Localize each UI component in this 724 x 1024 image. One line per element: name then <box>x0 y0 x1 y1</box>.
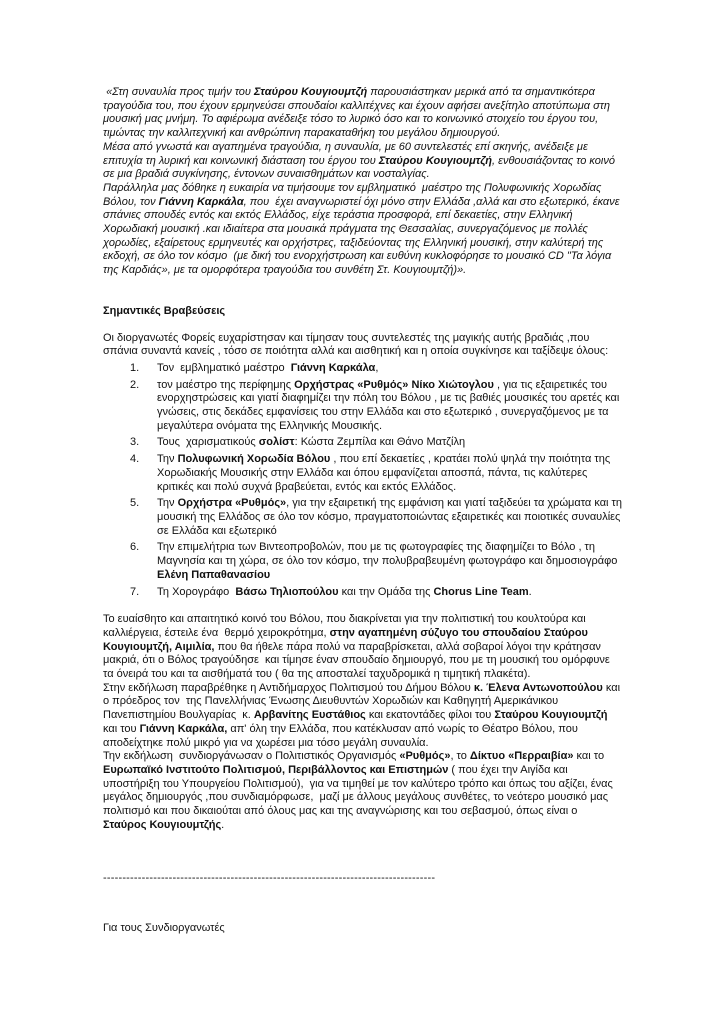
award-list-item <box>103 436 623 450</box>
bold-text-segment: Γιάννη Καρκάλα <box>290 361 376 374</box>
text-segment: Το ευαίσθητο και απαιτητικό κοινό του Βόλου, που διακρίνεται για την πολιτιστική του κουλτούρα και καλλιέργεια, έστειλε ένα θερμό χειροκρότημα, <box>103 613 589 639</box>
text-segment: , που επί δεκαετίες , κρατάει πολύ ψηλά την ποιότητα της Χορωδιακής Μουσικής στην Ελλάδα και όπου εμφανίζεται αποσπά, πάντα, τις καλύτερες κριτικές και πολύ συχνά βραβεύεται, εντός και εκτός Ελλάδος. <box>157 453 614 493</box>
text-segment: και το <box>573 750 608 763</box>
bold-text-segment: Σταύρου Κουγιουμτζή <box>494 709 608 722</box>
bold-text-segment: Ορχήστρα «Ρυθμός» <box>177 497 287 510</box>
text-segment: τον μαέστρο της περίφημης <box>157 378 295 391</box>
list-item-number: 5. <box>130 497 140 510</box>
text-segment: Τον εμβληματικό μαέστρο <box>157 361 291 374</box>
separator-line: -------------------------------------------------------------------------------------- <box>103 872 436 885</box>
text-segment: Την εκδήλωση συνδιοργάνωσαν ο Πολιτιστικός Οργανισμός <box>103 750 400 763</box>
intro-paragraphs <box>103 86 626 278</box>
bold-text-segment: κ. Έλενα Αντωνοπούλου <box>473 681 603 694</box>
bold-text-segment: Ορχήστρας «Ρυθμός» Νίκο Χιώτογλου <box>294 378 494 391</box>
text-segment: Παράλληλα μας δόθηκε η ευκαιρία να τιμήσουμε τον εμβληματικό μαέστρο της Πολυφωνικής Χορωδίας Βόλου, τον <box>103 181 605 208</box>
text-segment: Την <box>157 453 178 466</box>
intro-paragraph <box>103 86 623 141</box>
list-item-number: 3. <box>130 436 140 449</box>
award-list-item <box>103 362 623 376</box>
text-segment: . <box>221 818 225 831</box>
bold-text-segment: Αρβανίτης Ευστάθιος <box>253 709 366 722</box>
bold-text-segment: Γιάννη Καρκάλα, <box>139 722 228 735</box>
bold-text-segment: Ευρωπαϊκό Ινστιτούτο Πολιτισμού, Περιβάλλοντος και Επιστημών <box>103 763 449 776</box>
text-segment: , που έχει αναγνωριστεί όχι μόνο στην Ελλάδα ,αλλά και στο εξωτερικό, έκανε σπάνιες σπουδές εντός και εκτός Ελλάδος, είχε τεράστια προσφορά, επί δεκαετίες, στην Ελληνική Χορωδιακή μουσική .και ιδιαίτερα στα μουσικά πράγματα της Θεσσαλίας, συνεργαζόμενος με πολλές χορωδίες, εξαίρετους ερμηνευτές και ορχήστρες, ταξιδεύοντας της Ελληνική μουσική, στην καλύτερή της εκδοχή, σε όλο τον κόσμο (με δική του ενορχήστρωση και ευθύνη κυκλοφόρησε το μουσικό CD "Τα λόγια της Καρδιάς», με τα ομορφότερα τραγούδια του συνθέτη Στ. Κουγιουμτζή)». <box>103 195 626 277</box>
bold-text-segment: «Ρυθμός» <box>399 750 451 763</box>
bold-text-segment: Σταύρος Κουγιουμτζής <box>103 818 222 831</box>
bold-text-segment: σολίστ <box>258 436 295 449</box>
text-segment: Στην εκδήλωση παραβρέθηκε η Αντιδήμαρχος Πολιτισμού του Δήμου Βόλου <box>103 681 474 694</box>
text-segment: , για τις εξαιρετικές του ενορχηστρώσεις και γιατί διαφημίζει την πόλη του Βόλου , με τις βαθιές μουσικές του αρετές και γνώσεις, στις δεκάδες εμφανίσεις του στην Ελλάδα και στο εξωτερικό , συνεργαζόμενος με τα μεγαλύτερα ονόματα της Ελληνικής Μουσικής. <box>157 378 623 432</box>
bold-text-segment: Σταύρου Κουγιουμτζή <box>254 86 368 98</box>
award-list-item <box>103 497 626 538</box>
closing-paragraphs <box>103 613 623 832</box>
text-segment: και την Ομάδα της <box>338 585 434 598</box>
text-segment: , ενθουσιάζοντας το κοινό σε μια βραδιά συγκίνησης, έντονων συναισθημάτων και νοσταλγίας. <box>103 154 619 181</box>
list-item-number: 7. <box>130 585 140 598</box>
text-segment: Μέσα από γνωστά και αγαπημένα τραγούδια, η συναυλία, με 60 συντελεστές επί σκηνής, ανέδειξε με επιτυχία τη λυρική και κοινωνική διάσταση του έργου του <box>103 140 591 167</box>
award-list-item <box>103 541 623 582</box>
text-segment: , για την εξαιρετική της εμφάνιση και γιατί ταξιδεύει τα χρώματα και τη μουσική της Ελλάδος σε όλο τον κόσμο, πραγματοποιώντας εξαιρετικές και ποιοτικές συναυλίες σε Ελλάδα και εξωτερικό <box>157 497 626 537</box>
closing-paragraph <box>103 682 623 751</box>
awards-intro-paragraph <box>103 332 623 359</box>
text-segment: και εκατοντάδες φίλοι του <box>365 709 495 722</box>
section-heading: Σημαντικές Βραβεύσεις <box>103 304 226 317</box>
text-segment: Την <box>157 497 178 510</box>
text-segment: απ' όλη την Ελλάδα, που κατέκλυσαν από νωρίς το Θέατρο Βόλου, που αποδείχτηκε πολύ μικρό για να χωρέσει μια τόσο μεγάλη συναυλία. <box>103 722 581 749</box>
list-item-number: 6. <box>130 541 140 554</box>
list-item-number: 1. <box>130 361 140 374</box>
award-list-item <box>103 453 623 494</box>
text-segment: , το <box>450 750 470 763</box>
award-list-item <box>103 379 623 434</box>
awards-list <box>103 361 626 599</box>
bold-text-segment: Σταύρου Κουγιουμτζή <box>378 154 493 167</box>
text-segment: . <box>528 585 532 598</box>
bold-text-segment: Βάσω Τηλιοπούλου <box>235 585 339 598</box>
text-segment: Τους χαρισματικούς <box>157 436 259 449</box>
text-segment: Την επιμελήτρια των Βιντεοπροβολών, που με τις φωτογραφίες της διαφημίζει το Βόλο , τη Μαγνησία και τη χώρα, σε όλο τον κόσμο, την πολυβραβευμένη φωτογράφο και δημοσιογράφο <box>157 541 621 568</box>
intro-paragraph <box>103 181 626 278</box>
text-segment: και του <box>103 709 611 735</box>
text-segment: που θα ήθελε πάρα πολύ να παραβρίσκεται, αλλά σοβαροί λόγοι την κράτησαν μακριά, ότι ο Βόλος τραγούδησε και τίμησε έναν σπουδαίο δημιουργό, που με τη μουσική του ομόρφυνε τα όνειρά του και τα αισθήματά του ( θα της αποσταλεί ταχυδρομικά η τιμητική πλακέτα). <box>103 640 613 681</box>
bold-text-segment: Ελένη Παπαθανασίου <box>157 568 271 581</box>
bold-text-segment: στην αγαπημένη σύζυγο του σπουδαίου Σταύρου Κουγιουμτζή, Αιμιλία, <box>103 626 592 653</box>
text-segment: : Κώστα Ζεμπίλα και Θάνο Ματζίλη <box>294 436 466 449</box>
text-segment: Οι διοργανωτές Φορείς ευχαρίστησαν και τίμησαν τους συντελεστές της μαγικής αυτής βραδιάς ,που σπάνια συναντά κανείς , τόσο σε ποιότητα αλλά και αισθητική και η οποία συγκίνησε και ταξίδεψε όλους: <box>103 331 609 358</box>
text-segment: παρουσιάστηκαν μερικά από τα σημαντικότερα τραγούδια του, που έχουν ερμηνεύσει σπουδαίοι καλλιτέχνες και έχουν αφήσει ανεξίτηλο αποτύπωμα στη μουσική μας μνήμη. Το αφιέρωμα ανέδειξε τόσο το λυρικό όσο και το κοινωνικό στοιχείο του έργου του, τιμώντας την καλλιτεχνική και ανθρώπινη παρακαταθήκη του μεγάλου δημιουργού. <box>103 86 613 140</box>
text-segment: , <box>375 361 379 374</box>
list-item-number: 4. <box>130 453 140 466</box>
intro-paragraph <box>103 141 623 182</box>
document-content <box>103 86 626 936</box>
closing-paragraph <box>103 750 623 832</box>
bold-text-segment: Γιάννη Καρκάλα <box>158 195 244 208</box>
closing-paragraph <box>103 613 623 682</box>
bold-text-segment: Δίκτυο «Περραιβία» <box>469 750 574 763</box>
text-segment: Τη Χορογράφο <box>157 585 236 598</box>
bold-text-segment: Chorus Line Team <box>433 585 529 598</box>
bold-text-segment: Πολυφωνική Χορωδία Βόλου <box>177 453 331 466</box>
text-segment: ( που έχει την Αιγίδα και υποστήριξη του Υπουργείου Πολιτισμού), για να τιμηθεί με τον καλύτερο τρόπο και όπως του αξίζει, ένας μεγάλος δημιουργός ,που συνδιαμόρφωσε, μαζί με άλλους μεγάλους συνθέτες, το νεότερο μουσικό μας πολιτισμό και που δικαιούται από όλους μας και της αναγνώρισης και του σεβασμού, όπως είναι ο <box>103 763 616 818</box>
text-segment: «Στη συναυλία προς τιμήν του <box>103 86 255 98</box>
signature-line: Για τους Συνδιοργανωτές <box>103 922 225 935</box>
award-list-item <box>103 586 623 600</box>
list-item-number: 2. <box>130 378 140 391</box>
text-segment: και ο πρόεδρος τον της Πανελλήνιας Ένωσης Διευθυντών Χορωδιών και Καθηγητή Αμερικάνικου Πανεπιστημίου Βουλγαρίας κ. <box>103 681 624 722</box>
